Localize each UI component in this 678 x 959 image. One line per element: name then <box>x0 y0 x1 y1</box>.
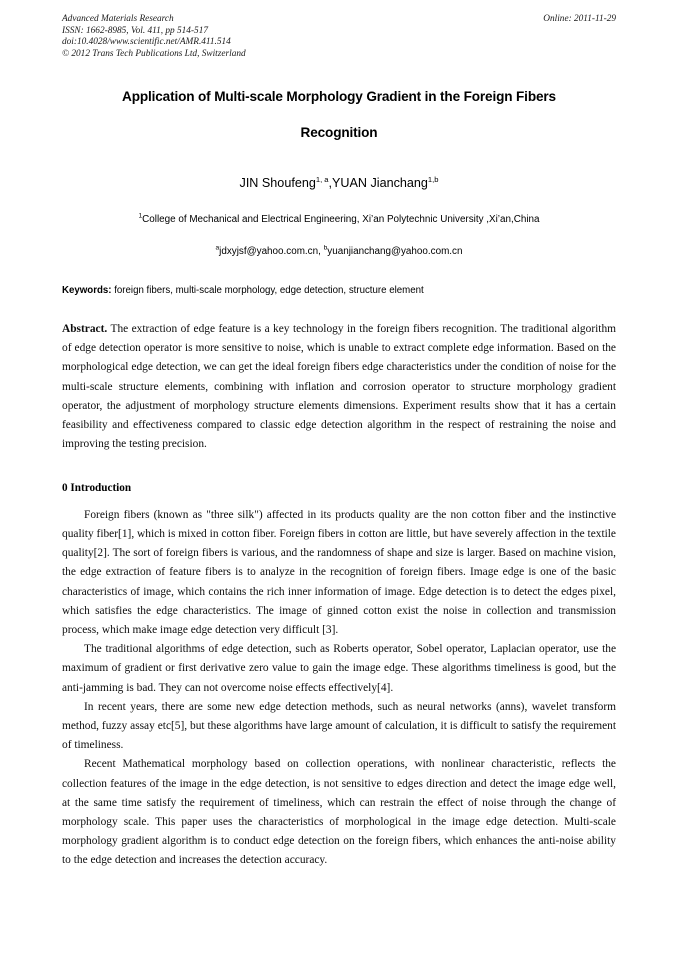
author-list <box>62 175 616 191</box>
author-affiliation-marker-2: 1,b <box>427 174 439 184</box>
keywords-value: foreign fibers, multi-scale morphology, edge detection, structure element <box>111 285 424 296</box>
author-affiliation <box>62 213 616 227</box>
abstract-paragraph <box>62 320 616 454</box>
affiliation-text: College of Mechanical and Electrical Engineering, Xi’an Polytechnic University ,Xi’an,China <box>142 214 540 225</box>
journal-doi: doi:10.4028/www.scientific.net/AMR.411.514 <box>62 37 231 48</box>
journal-header <box>62 14 616 64</box>
online-publication-date: Online: 2011-11-29 <box>543 14 616 24</box>
affiliation-marker: 1 <box>138 212 143 220</box>
paragraph: In recent years, there are some new edge detection methods, such as neural networks (anns), wavelet transform method, fuzzy assay etc[5], but these algorithms have large amount of calculation, it is difficult to satisfy the requirement of timeliness. <box>62 700 616 752</box>
paragraph: Recent Mathematical morphology based on collection operations, with nonlinear characteristic, reflects the collection features of the image in the edge detection, is not sensitive to edges direction and detect the image edge well, at the same time satisfy the requirement of timeliness, which can restrain the effect of noise through the change of morphology scale. This paper uses the characteristics of morphological in the image edge detection. Multi-scale morphology gradient algorithm is to conduct edge detection on the foreign fibers, which enhances the anti-noise ability to the edge detection and increases the detection accuracy. <box>62 758 616 867</box>
paragraph: The traditional algorithms of edge detection, such as Roberts operator, Sobel operator, Laplacian operator, use the maximum of gradient or first derivative zero value to gain the image edge. These algorithms timeliness is good, but the anti-jamming is bad. They can not overcome noise effects effectively[4]. <box>62 643 616 694</box>
page-title <box>62 87 616 142</box>
journal-header-left <box>62 14 482 60</box>
journal-issn-volume: ISSN: 1662-8985, Vol. 411, pp 514-517 <box>62 25 208 36</box>
journal-copyright: © 2012 Trans Tech Publications Ltd, Switzerland <box>62 48 246 59</box>
introduction-body <box>62 506 616 871</box>
author-name-2: YUAN Jianchang <box>332 176 428 190</box>
journal-name: Advanced Materials Research <box>62 14 174 24</box>
author-name-1: JIN Shoufeng <box>239 176 316 190</box>
section-heading-introduction: 0 Introduction <box>62 482 132 495</box>
title-line-2: Recognition <box>300 125 378 140</box>
email-address-b[interactable]: yuanjianchang@yahoo.com.cn <box>327 246 463 257</box>
author-emails <box>62 245 616 259</box>
author-separator: , <box>328 176 333 190</box>
abstract-text: The extraction of edge feature is a key technology in the foreign fibers recognition. The traditional algorithm of edge detection operator is more sensitive to noise, which is unable to extract complete edge information. Based on the morphological edge detection, we can get the ideal foreign fibers edge characteristics under the condition of noise for the multi-scale structure elements, combining with inflation and corrosion operator to structure morphology gradient operator, the adjustment of morphology structure elements dimensions. Experiment results show that it has a certain feasibility and effectiveness compared to classic edge detection algorithm in the respect of restraining the noise and improving the testing precision. <box>62 323 616 451</box>
author-affiliation-marker-1: 1, a <box>315 174 329 184</box>
keywords-line <box>62 284 616 298</box>
email-marker-a: a <box>215 244 220 252</box>
abstract-label: Abstract. <box>62 323 108 335</box>
email-marker-b: b <box>323 244 328 252</box>
keywords-label: Keywords: <box>62 285 112 296</box>
title-line-1: Application of Multi-scale Morphology Gradient in the Foreign Fibers <box>122 89 556 104</box>
paragraph: Foreign fibers (known as "three silk") affected in its products quality are the non cotton fiber and the instinctive quality fiber[1], which is mixed in cotton fiber. Foreign fibers in cotton are little, but have severely affection in the textile quality[2]. The sort of foreign fibers is various, and the randomness of shape and size is larger. Based on machine vision, the edge extraction of feature fibers is to analyze in the recognition of foreign fibers. Image edge is one of the basic characteristics of image, which contains the rich inner information of image. Edge detection is to detect the edges pixel, which satisfies the edge characteristics. The image of ginned cotton exist the noise in collection and transmission process, which make image edge detection very difficult [3]. <box>62 508 616 636</box>
email-address-a[interactable]: jdxyjsf@yahoo.com.cn, <box>219 246 321 257</box>
